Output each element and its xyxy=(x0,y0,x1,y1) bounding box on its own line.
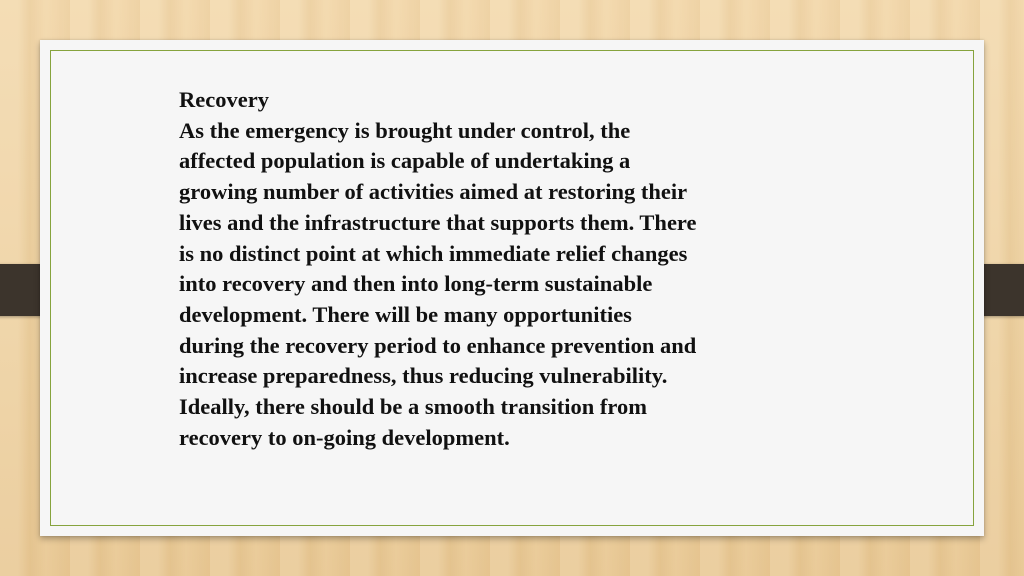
body-line: increase preparedness, thus reducing vulnerability. xyxy=(179,363,668,389)
slide-inner-frame xyxy=(50,50,974,526)
slide-card xyxy=(40,40,984,536)
body-line: recovery to on-going development. xyxy=(179,424,510,450)
body-line: during the recovery period to enhance prevention and xyxy=(179,332,697,358)
body-line: growing number of activities aimed at restoring their xyxy=(179,179,688,205)
body-line: into recovery and then into long-term sustainable xyxy=(179,271,653,297)
body-line: Ideally, there should be a smooth transition from xyxy=(179,394,647,420)
body-line: As the emergency is brought under control, the xyxy=(179,117,631,143)
slide-text-block xyxy=(179,85,819,453)
body-line: is no distinct point at which immediate relief changes xyxy=(179,240,688,266)
body-line: development. There will be many opportunities xyxy=(179,301,632,327)
body-line: lives and the infrastructure that supports them. There xyxy=(179,209,697,235)
slide-heading: Recovery xyxy=(179,87,269,112)
body-line: affected population is capable of undertaking a xyxy=(179,148,631,174)
